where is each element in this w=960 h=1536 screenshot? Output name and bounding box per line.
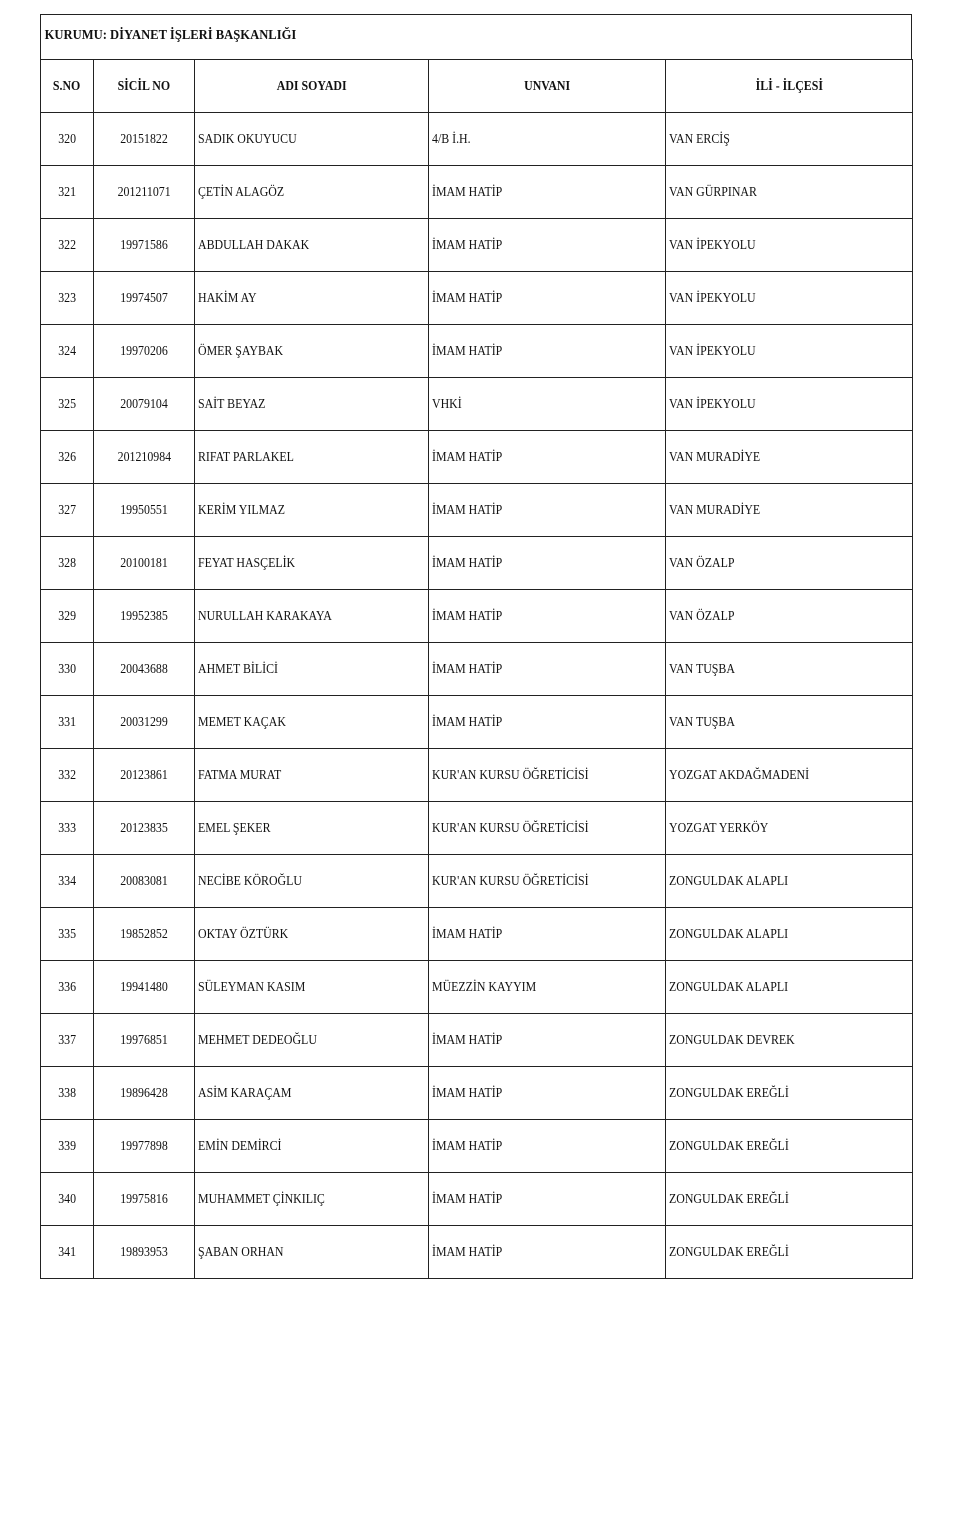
cell-name: EMİN DEMİRCİ — [195, 1120, 429, 1173]
cell-sno: 331 — [41, 696, 94, 749]
cell-name: NURULLAH KARAKAYA — [195, 590, 429, 643]
cell-name: ŞABAN ORHAN — [195, 1226, 429, 1279]
table-row — [41, 696, 913, 749]
cell-location: YOZGAT YERKÖY — [666, 802, 913, 855]
cell-name: SAİT BEYAZ — [195, 378, 429, 431]
cell-sno: 327 — [41, 484, 94, 537]
cell-title: İMAM HATİP — [429, 537, 666, 590]
cell-title: KUR'AN KURSU ÖĞRETİCİSİ — [429, 749, 666, 802]
cell-sicil-no: 20123861 — [94, 749, 195, 802]
header-row — [41, 60, 913, 113]
cell-sno: 341 — [41, 1226, 94, 1279]
cell-sicil-no: 19852852 — [94, 908, 195, 961]
cell-location: VAN MURADİYE — [666, 431, 913, 484]
cell-location: VAN TUŞBA — [666, 696, 913, 749]
cell-sno: 336 — [41, 961, 94, 1014]
cell-sno: 324 — [41, 325, 94, 378]
cell-title: KUR'AN KURSU ÖĞRETİCİSİ — [429, 855, 666, 908]
table-row — [41, 1067, 913, 1120]
cell-name: OKTAY ÖZTÜRK — [195, 908, 429, 961]
cell-sno: 334 — [41, 855, 94, 908]
institution-title: KURUMU: DİYANET İŞLERİ BAŞKANLIĞI — [44, 28, 297, 43]
cell-location: ZONGULDAK EREĞLİ — [666, 1067, 913, 1120]
cell-name: HAKİM AY — [195, 272, 429, 325]
cell-sicil-no: 20151822 — [94, 113, 195, 166]
cell-title: İMAM HATİP — [429, 1173, 666, 1226]
cell-location: VAN İPEKYOLU — [666, 325, 913, 378]
table-row — [41, 908, 913, 961]
cell-title: 4/B İ.H. — [429, 113, 666, 166]
table-row — [41, 1173, 913, 1226]
cell-sicil-no: 19971586 — [94, 219, 195, 272]
cell-location: VAN MURADİYE — [666, 484, 913, 537]
cell-sno: 337 — [41, 1014, 94, 1067]
cell-name: RIFAT PARLAKEL — [195, 431, 429, 484]
personnel-list-sheet — [40, 14, 912, 1279]
cell-sno: 328 — [41, 537, 94, 590]
cell-title: İMAM HATİP — [429, 590, 666, 643]
cell-sno: 332 — [41, 749, 94, 802]
cell-location: YOZGAT AKDAĞMADENİ — [666, 749, 913, 802]
table-row — [41, 113, 913, 166]
cell-sicil-no: 19941480 — [94, 961, 195, 1014]
cell-name: ÖMER ŞAYBAK — [195, 325, 429, 378]
cell-location: ZONGULDAK EREĞLİ — [666, 1120, 913, 1173]
header-name: ADI SOYADI — [195, 60, 429, 113]
cell-location: ZONGULDAK ALAPLI — [666, 908, 913, 961]
cell-location: VAN ÖZALP — [666, 590, 913, 643]
cell-name: SADIK OKUYUCU — [195, 113, 429, 166]
cell-location: ZONGULDAK ALAPLI — [666, 961, 913, 1014]
table-row — [41, 272, 913, 325]
cell-sno: 338 — [41, 1067, 94, 1120]
cell-title: İMAM HATİP — [429, 484, 666, 537]
cell-title: İMAM HATİP — [429, 166, 666, 219]
cell-name: ASİM KARAÇAM — [195, 1067, 429, 1120]
cell-sicil-no: 20083081 — [94, 855, 195, 908]
cell-sicil-no: 19950551 — [94, 484, 195, 537]
cell-title: İMAM HATİP — [429, 219, 666, 272]
cell-location: ZONGULDAK DEVREK — [666, 1014, 913, 1067]
cell-location: VAN ERCİŞ — [666, 113, 913, 166]
cell-sno: 326 — [41, 431, 94, 484]
table-body — [41, 113, 913, 1279]
cell-sicil-no: 201211071 — [94, 166, 195, 219]
table-row — [41, 643, 913, 696]
cell-sicil-no: 19977898 — [94, 1120, 195, 1173]
cell-title: İMAM HATİP — [429, 696, 666, 749]
cell-title: İMAM HATİP — [429, 908, 666, 961]
cell-name: FEYAT HASÇELİK — [195, 537, 429, 590]
table-row — [41, 537, 913, 590]
cell-sicil-no: 19896428 — [94, 1067, 195, 1120]
cell-sno: 339 — [41, 1120, 94, 1173]
cell-name: FATMA MURAT — [195, 749, 429, 802]
table-row — [41, 378, 913, 431]
cell-location: ZONGULDAK EREĞLİ — [666, 1173, 913, 1226]
table-header — [41, 60, 913, 113]
cell-name: NECİBE KÖROĞLU — [195, 855, 429, 908]
table-row — [41, 431, 913, 484]
cell-sno: 329 — [41, 590, 94, 643]
table-row — [41, 802, 913, 855]
cell-name: SÜLEYMAN KASIM — [195, 961, 429, 1014]
cell-title: VHKİ — [429, 378, 666, 431]
cell-title: İMAM HATİP — [429, 1226, 666, 1279]
table-row — [41, 1226, 913, 1279]
cell-name: MEMET KAÇAK — [195, 696, 429, 749]
cell-sno: 340 — [41, 1173, 94, 1226]
cell-location: VAN ÖZALP — [666, 537, 913, 590]
cell-sno: 321 — [41, 166, 94, 219]
cell-sicil-no: 20123835 — [94, 802, 195, 855]
cell-name: AHMET BİLİCİ — [195, 643, 429, 696]
cell-name: ÇETİN ALAGÖZ — [195, 166, 429, 219]
cell-sicil-no: 19970206 — [94, 325, 195, 378]
table-row — [41, 855, 913, 908]
cell-sicil-no: 19952385 — [94, 590, 195, 643]
cell-sicil-no: 201210984 — [94, 431, 195, 484]
cell-sno: 335 — [41, 908, 94, 961]
table-row — [41, 1014, 913, 1067]
cell-sno: 333 — [41, 802, 94, 855]
cell-sicil-no: 19976851 — [94, 1014, 195, 1067]
cell-title: İMAM HATİP — [429, 431, 666, 484]
cell-name: EMEL ŞEKER — [195, 802, 429, 855]
header-title: UNVANI — [429, 60, 666, 113]
cell-name: MUHAMMET ÇİNKILIÇ — [195, 1173, 429, 1226]
cell-name: KERİM YILMAZ — [195, 484, 429, 537]
cell-title: MÜEZZİN KAYYIM — [429, 961, 666, 1014]
cell-location: VAN TUŞBA — [666, 643, 913, 696]
cell-sno: 323 — [41, 272, 94, 325]
cell-sicil-no: 19974507 — [94, 272, 195, 325]
table-row — [41, 166, 913, 219]
table-row — [41, 961, 913, 1014]
cell-title: İMAM HATİP — [429, 325, 666, 378]
cell-sicil-no: 20031299 — [94, 696, 195, 749]
table-row — [41, 325, 913, 378]
cell-location: ZONGULDAK ALAPLI — [666, 855, 913, 908]
table-row — [41, 1120, 913, 1173]
cell-title: KUR'AN KURSU ÖĞRETİCİSİ — [429, 802, 666, 855]
cell-location: VAN İPEKYOLU — [666, 378, 913, 431]
header-sno: S.NO — [41, 60, 94, 113]
cell-sicil-no: 20100181 — [94, 537, 195, 590]
cell-sno: 330 — [41, 643, 94, 696]
cell-location: VAN İPEKYOLU — [666, 272, 913, 325]
cell-sicil-no: 20043688 — [94, 643, 195, 696]
table-row — [41, 590, 913, 643]
cell-title: İMAM HATİP — [429, 272, 666, 325]
table-row — [41, 219, 913, 272]
cell-title: İMAM HATİP — [429, 1014, 666, 1067]
header-sicil-no: SİCİL NO — [94, 60, 195, 113]
cell-sicil-no: 19975816 — [94, 1173, 195, 1226]
cell-name: MEHMET DEDEOĞLU — [195, 1014, 429, 1067]
cell-title: İMAM HATİP — [429, 1120, 666, 1173]
cell-location: ZONGULDAK EREĞLİ — [666, 1226, 913, 1279]
cell-location: VAN GÜRPINAR — [666, 166, 913, 219]
table-row — [41, 484, 913, 537]
cell-sno: 322 — [41, 219, 94, 272]
personnel-table — [40, 59, 913, 1279]
table-row — [41, 749, 913, 802]
institution-header — [40, 14, 912, 59]
cell-location: VAN İPEKYOLU — [666, 219, 913, 272]
cell-title: İMAM HATİP — [429, 643, 666, 696]
cell-sicil-no: 20079104 — [94, 378, 195, 431]
cell-sno: 325 — [41, 378, 94, 431]
cell-sicil-no: 19893953 — [94, 1226, 195, 1279]
header-location: İLİ - İLÇESİ — [666, 60, 913, 113]
cell-title: İMAM HATİP — [429, 1067, 666, 1120]
cell-sno: 320 — [41, 113, 94, 166]
cell-name: ABDULLAH DAKAK — [195, 219, 429, 272]
